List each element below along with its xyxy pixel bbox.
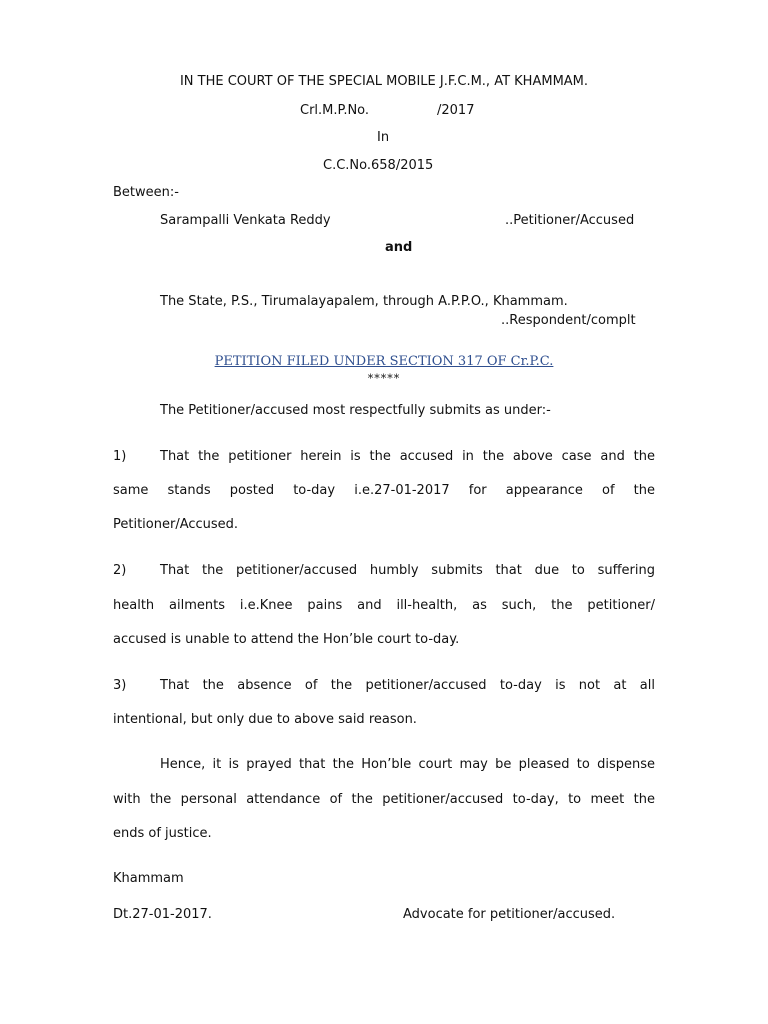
para-1-line-2: same stands posted to-day i.e.27-01-2017 for appearance of the — [113, 483, 655, 498]
heading-stars: ***** — [367, 372, 401, 385]
respondent-name: The State, P.S., Tirumalayapalem, through A.P.P.O., Khammam. — [160, 294, 568, 309]
para-2-line-1: That the petitioner/accused humbly submits that due to suffering — [160, 563, 655, 578]
para-2-line-3: accused is unable to attend the Hon’ble court to-day. — [113, 632, 460, 647]
petition-heading: PETITION FILED UNDER SECTION 317 OF Cr.P.C. — [214, 354, 554, 369]
intro-text: The Petitioner/accused most respectfully submits as under:- — [160, 403, 551, 418]
petitioner-name: Sarampalli Venkata Reddy — [160, 213, 331, 228]
in-label: In — [377, 130, 390, 145]
court-title: IN THE COURT OF THE SPECIAL MOBILE J.F.C.M., AT KHAMMAM. — [179, 74, 589, 89]
para-3-line-1: That the absence of the petitioner/accused to-day is not at all — [160, 678, 655, 693]
place-label: Khammam — [113, 871, 184, 886]
para-1-line-1: That the petitioner herein is the accused in the above case and the — [160, 449, 655, 464]
para-2-line-2: health ailments i.e.Knee pains and ill-health, as such, the petitioner/ — [113, 598, 655, 613]
and-label: and — [385, 240, 413, 255]
between-label: Between:- — [113, 185, 179, 200]
para-1-number: 1) — [113, 449, 127, 464]
date-label: Dt.27-01-2017. — [113, 907, 212, 922]
crl-mp-label: Crl.M.P.No. — [300, 103, 370, 118]
para-2-number: 2) — [113, 563, 127, 578]
prayer-line-2: with the personal attendance of the petitioner/accused to-day, to meet the — [113, 792, 655, 807]
crl-mp-year: /2017 — [437, 103, 475, 118]
advocate-signature: Advocate for petitioner/accused. — [403, 907, 616, 922]
respondent-role: ..Respondent/complt — [501, 313, 636, 328]
prayer-line-1: Hence, it is prayed that the Hon’ble court may be pleased to dispense — [160, 757, 655, 772]
para-3-number: 3) — [113, 678, 127, 693]
para-1-line-3: Petitioner/Accused. — [113, 517, 239, 532]
prayer-line-3: ends of justice. — [113, 826, 212, 841]
petitioner-role: ..Petitioner/Accused — [505, 213, 635, 228]
case-number: C.C.No.658/2015 — [323, 158, 434, 173]
para-3-line-2: intentional, but only due to above said reason. — [113, 712, 417, 727]
